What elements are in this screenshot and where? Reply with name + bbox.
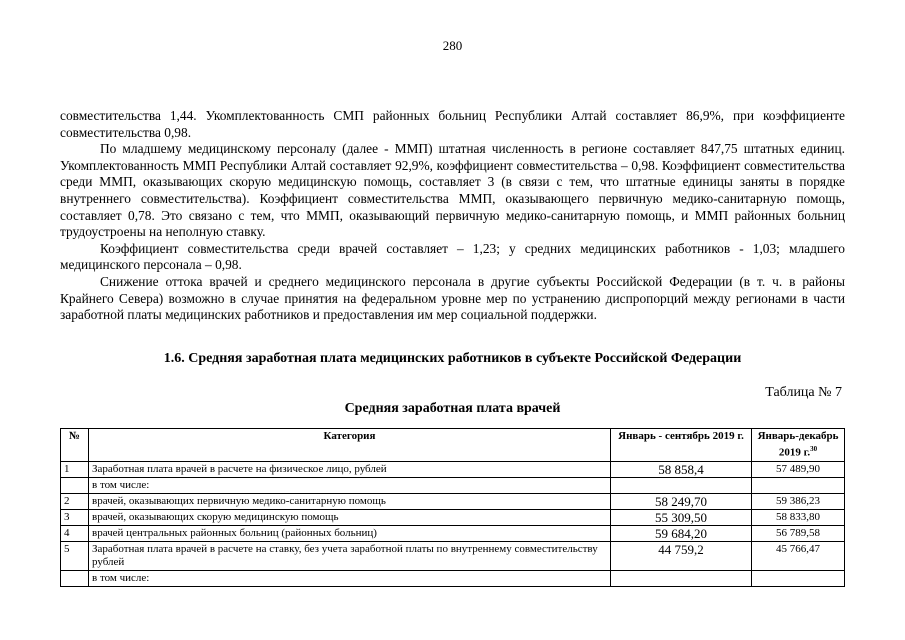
row-number: 2 <box>61 493 89 509</box>
table-header-row <box>61 429 845 462</box>
footnote-marker: 30 <box>810 445 818 453</box>
row-value-period1: 59 684,20 <box>611 525 752 541</box>
row-category: Заработная плата врачей в расчете на ставку, без учета заработной платы по внутреннему совместительству рублей <box>89 541 611 570</box>
row-value-period1: 58 858,4 <box>611 461 752 477</box>
paragraph: Коэффициент совместительства среди врачей составляет – 1,23; у средних медицинских работников - 1,03; младшего медицинского персонала – 0,98. <box>60 240 845 273</box>
row-number: 3 <box>61 509 89 525</box>
salary-table <box>60 428 845 587</box>
row-value-period2 <box>752 570 845 586</box>
row-number: 1 <box>61 461 89 477</box>
row-value-period1 <box>611 477 752 493</box>
row-value-period2: 57 489,90 <box>752 461 845 477</box>
table-row <box>61 493 845 509</box>
row-value-period2: 59 386,23 <box>752 493 845 509</box>
row-category: в том числе: <box>89 570 611 586</box>
header-number: № <box>61 429 89 462</box>
row-value-period1: 55 309,50 <box>611 509 752 525</box>
section-heading: 1.6. Средняя заработная плата медицинских работников в субъекте Российской Федерации <box>163 351 742 366</box>
table-row <box>61 525 845 541</box>
paragraph: По младшему медицинскому персоналу (далее - ММП) штатная численность в регионе составляет 847,75 штатных единиц. Укомплектованность ММП Республики Алтай составляет 92,9%, коэффициент совместительства – 0,98. Коэффициент совместительства среди ММП, оказывающих скорую медицинскую помощь, составляет 3 (в связи с тем, что штатные единицы заняты в порядке внутреннего совместительства). Коэффициент совместительства ММП, оказывающего первичную медико-санитарную помощь, составляет 0,78. Это связано с тем, что ММП, оказывающий первичную медико-санитарную помощь, и ММП районных больниц трудоустроены на неполную ставку. <box>60 141 845 240</box>
row-category: в том числе: <box>89 477 611 493</box>
row-category: Заработная плата врачей в расчете на физическое лицо, рублей <box>89 461 611 477</box>
row-value-period2: 45 766,47 <box>752 541 845 570</box>
row-category: врачей, оказывающих первичную медико-санитарную помощь <box>89 493 611 509</box>
row-value-period2: 58 833,80 <box>752 509 845 525</box>
table-row <box>61 461 845 477</box>
row-value-period2 <box>752 477 845 493</box>
header-period2 <box>752 429 845 462</box>
row-number: 5 <box>61 541 89 570</box>
header-category: Категория <box>89 429 611 462</box>
row-number <box>61 477 89 493</box>
table-number: Таблица № 7 <box>765 385 842 400</box>
header-period1: Январь - сентябрь 2019 г. <box>611 429 752 462</box>
table-row <box>61 477 845 493</box>
table-row <box>61 541 845 570</box>
row-value-period1: 44 759,2 <box>611 541 752 570</box>
row-value-period1: 58 249,70 <box>611 493 752 509</box>
paragraph: Снижение оттока врачей и среднего медицинского персонала в другие субъекты Российской Федерации (в т. ч. в районы Крайнего Севера) возможно в случае принятия на федеральном уровне мер по устранению диспропорций между регионами в части заработной платы медицинских работников и предоставления им мер социальной поддержки. <box>60 273 845 323</box>
row-number: 4 <box>61 525 89 541</box>
header-period2-label: Январь-декабрь 2019 г. <box>757 430 839 459</box>
paragraph: совместительства 1,44. Укомплектованность СМП районных больниц Республики Алтай составляет 86,9%, при коэффициенте совместительства 0,98. <box>60 108 845 140</box>
table-title: Средняя заработная плата врачей <box>344 401 561 416</box>
row-category: врачей центральных районных больниц (районных больниц) <box>89 525 611 541</box>
body-text <box>60 108 845 324</box>
page-number: 280 <box>442 38 463 53</box>
row-value-period2: 56 789,58 <box>752 525 845 541</box>
row-category: врачей, оказывающих скорую медицинскую помощь <box>89 509 611 525</box>
table-row <box>61 509 845 525</box>
row-number <box>61 570 89 586</box>
row-value-period1 <box>611 570 752 586</box>
table-row <box>61 570 845 586</box>
